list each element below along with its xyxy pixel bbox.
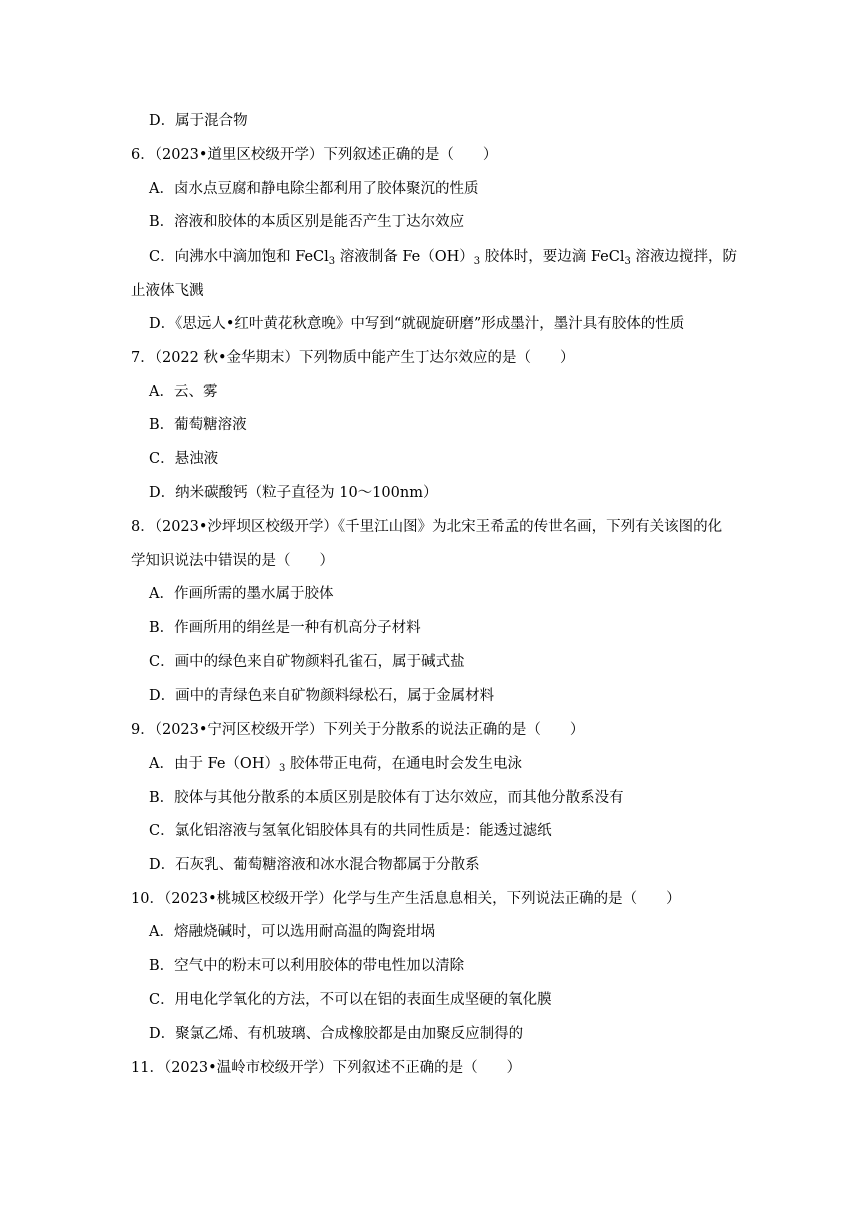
q8-option-b: B．作画所用的绢丝是一种有机高分子材料 xyxy=(149,620,421,636)
question-9: 9．（2023•宁河区校级开学）下列关于分散系的说法正确的是（ ） xyxy=(131,722,585,738)
question-10: 10．（2023•桃城区校级开学）化学与生产生活息息相关，下列说法正确的是（ ） xyxy=(131,891,681,907)
q8-option-a: A．作画所需的墨水属于胶体 xyxy=(149,586,334,602)
question-11: 11．（2023•温岭市校级开学）下列叙述不正确的是（ ） xyxy=(131,1060,522,1076)
subscript: 3 xyxy=(624,256,631,267)
question-6: 6．（2023•道里区校级开学）下列叙述正确的是（ ） xyxy=(131,147,498,163)
q9-option-d: D．石灰乳、葡萄糖溶液和冰水混合物都属于分散系 xyxy=(149,857,480,873)
q9-option-a xyxy=(149,754,522,779)
q10-option-a: A．熔融烧碱时，可以选用耐高温的陶瓷坩埚 xyxy=(149,924,435,940)
q6-option-c xyxy=(149,247,737,272)
q7-option-d: D．纳米碳酸钙（粒子直径为 10～100nm） xyxy=(149,485,438,501)
question-7: 7．（2022 秋•金华期末）下列物质中能产生丁达尔效应的是（ ） xyxy=(131,350,575,366)
q9-option-b: B．胶体与其他分散系的本质区别是胶体有丁达尔效应，而其他分散系没有 xyxy=(149,790,624,806)
text-segment: 胶体带正电荷，在通电时会发生电泳 xyxy=(285,756,522,772)
q6-option-c-continued: 止液体飞溅 xyxy=(131,283,204,299)
subscript: 3 xyxy=(278,763,286,774)
q10-option-d: D．聚氯乙烯、有机玻璃、合成橡胶都是由加聚反应制得的 xyxy=(149,1026,524,1042)
q8-option-c: C．画中的绿色来自矿物颜料孔雀石，属于碱式盐 xyxy=(149,654,465,670)
q10-option-c: C．用电化学氧化的方法，不可以在铝的表面生成坚硬的氧化膜 xyxy=(149,992,552,1008)
text-segment: C．向沸水中滴加饱和 FeCl xyxy=(149,249,329,265)
q5-option-d: D．属于混合物 xyxy=(149,113,248,129)
q6-option-d: D．《思远人•红叶黄花秋意晚》中写到“就砚旋研磨”形成墨汁，墨汁具有胶体的性质 xyxy=(149,316,685,332)
q7-option-c: C．悬浊液 xyxy=(149,451,219,467)
subscript: 3 xyxy=(328,256,336,267)
q10-option-b: B．空气中的粉末可以利用胶体的带电性加以清除 xyxy=(149,958,465,974)
text-segment: 胶体时，要边滴 FeCl xyxy=(480,249,625,265)
text-segment: A．由于 Fe（OH） xyxy=(149,756,279,772)
q6-option-b: B．溶液和胶体的本质区别是能否产生丁达尔效应 xyxy=(149,214,465,230)
question-8-continued: 学知识说法中错误的是（ ） xyxy=(131,553,334,569)
q6-option-a: A．卤水点豆腐和静电除尘都利用了胶体聚沉的性质 xyxy=(149,181,479,197)
q7-option-b: B．葡萄糖溶液 xyxy=(149,417,247,433)
q7-option-a: A．云、雾 xyxy=(149,384,218,400)
q9-option-c: C．氯化铝溶液与氢氧化铝胶体具有的共同性质是：能透过滤纸 xyxy=(149,823,552,839)
question-8: 8．（2023•沙坪坝区校级开学）《千里江山图》为北宋王希孟的传世名画，下列有关该图的化 xyxy=(131,519,723,535)
text-segment: 溶液边搅拌，防 xyxy=(630,249,737,265)
subscript: 3 xyxy=(473,256,481,267)
q8-option-d: D．画中的青绿色来自矿物颜料绿松石，属于金属材料 xyxy=(149,688,495,704)
text-segment: 溶液制备 Fe（OH） xyxy=(335,249,474,265)
